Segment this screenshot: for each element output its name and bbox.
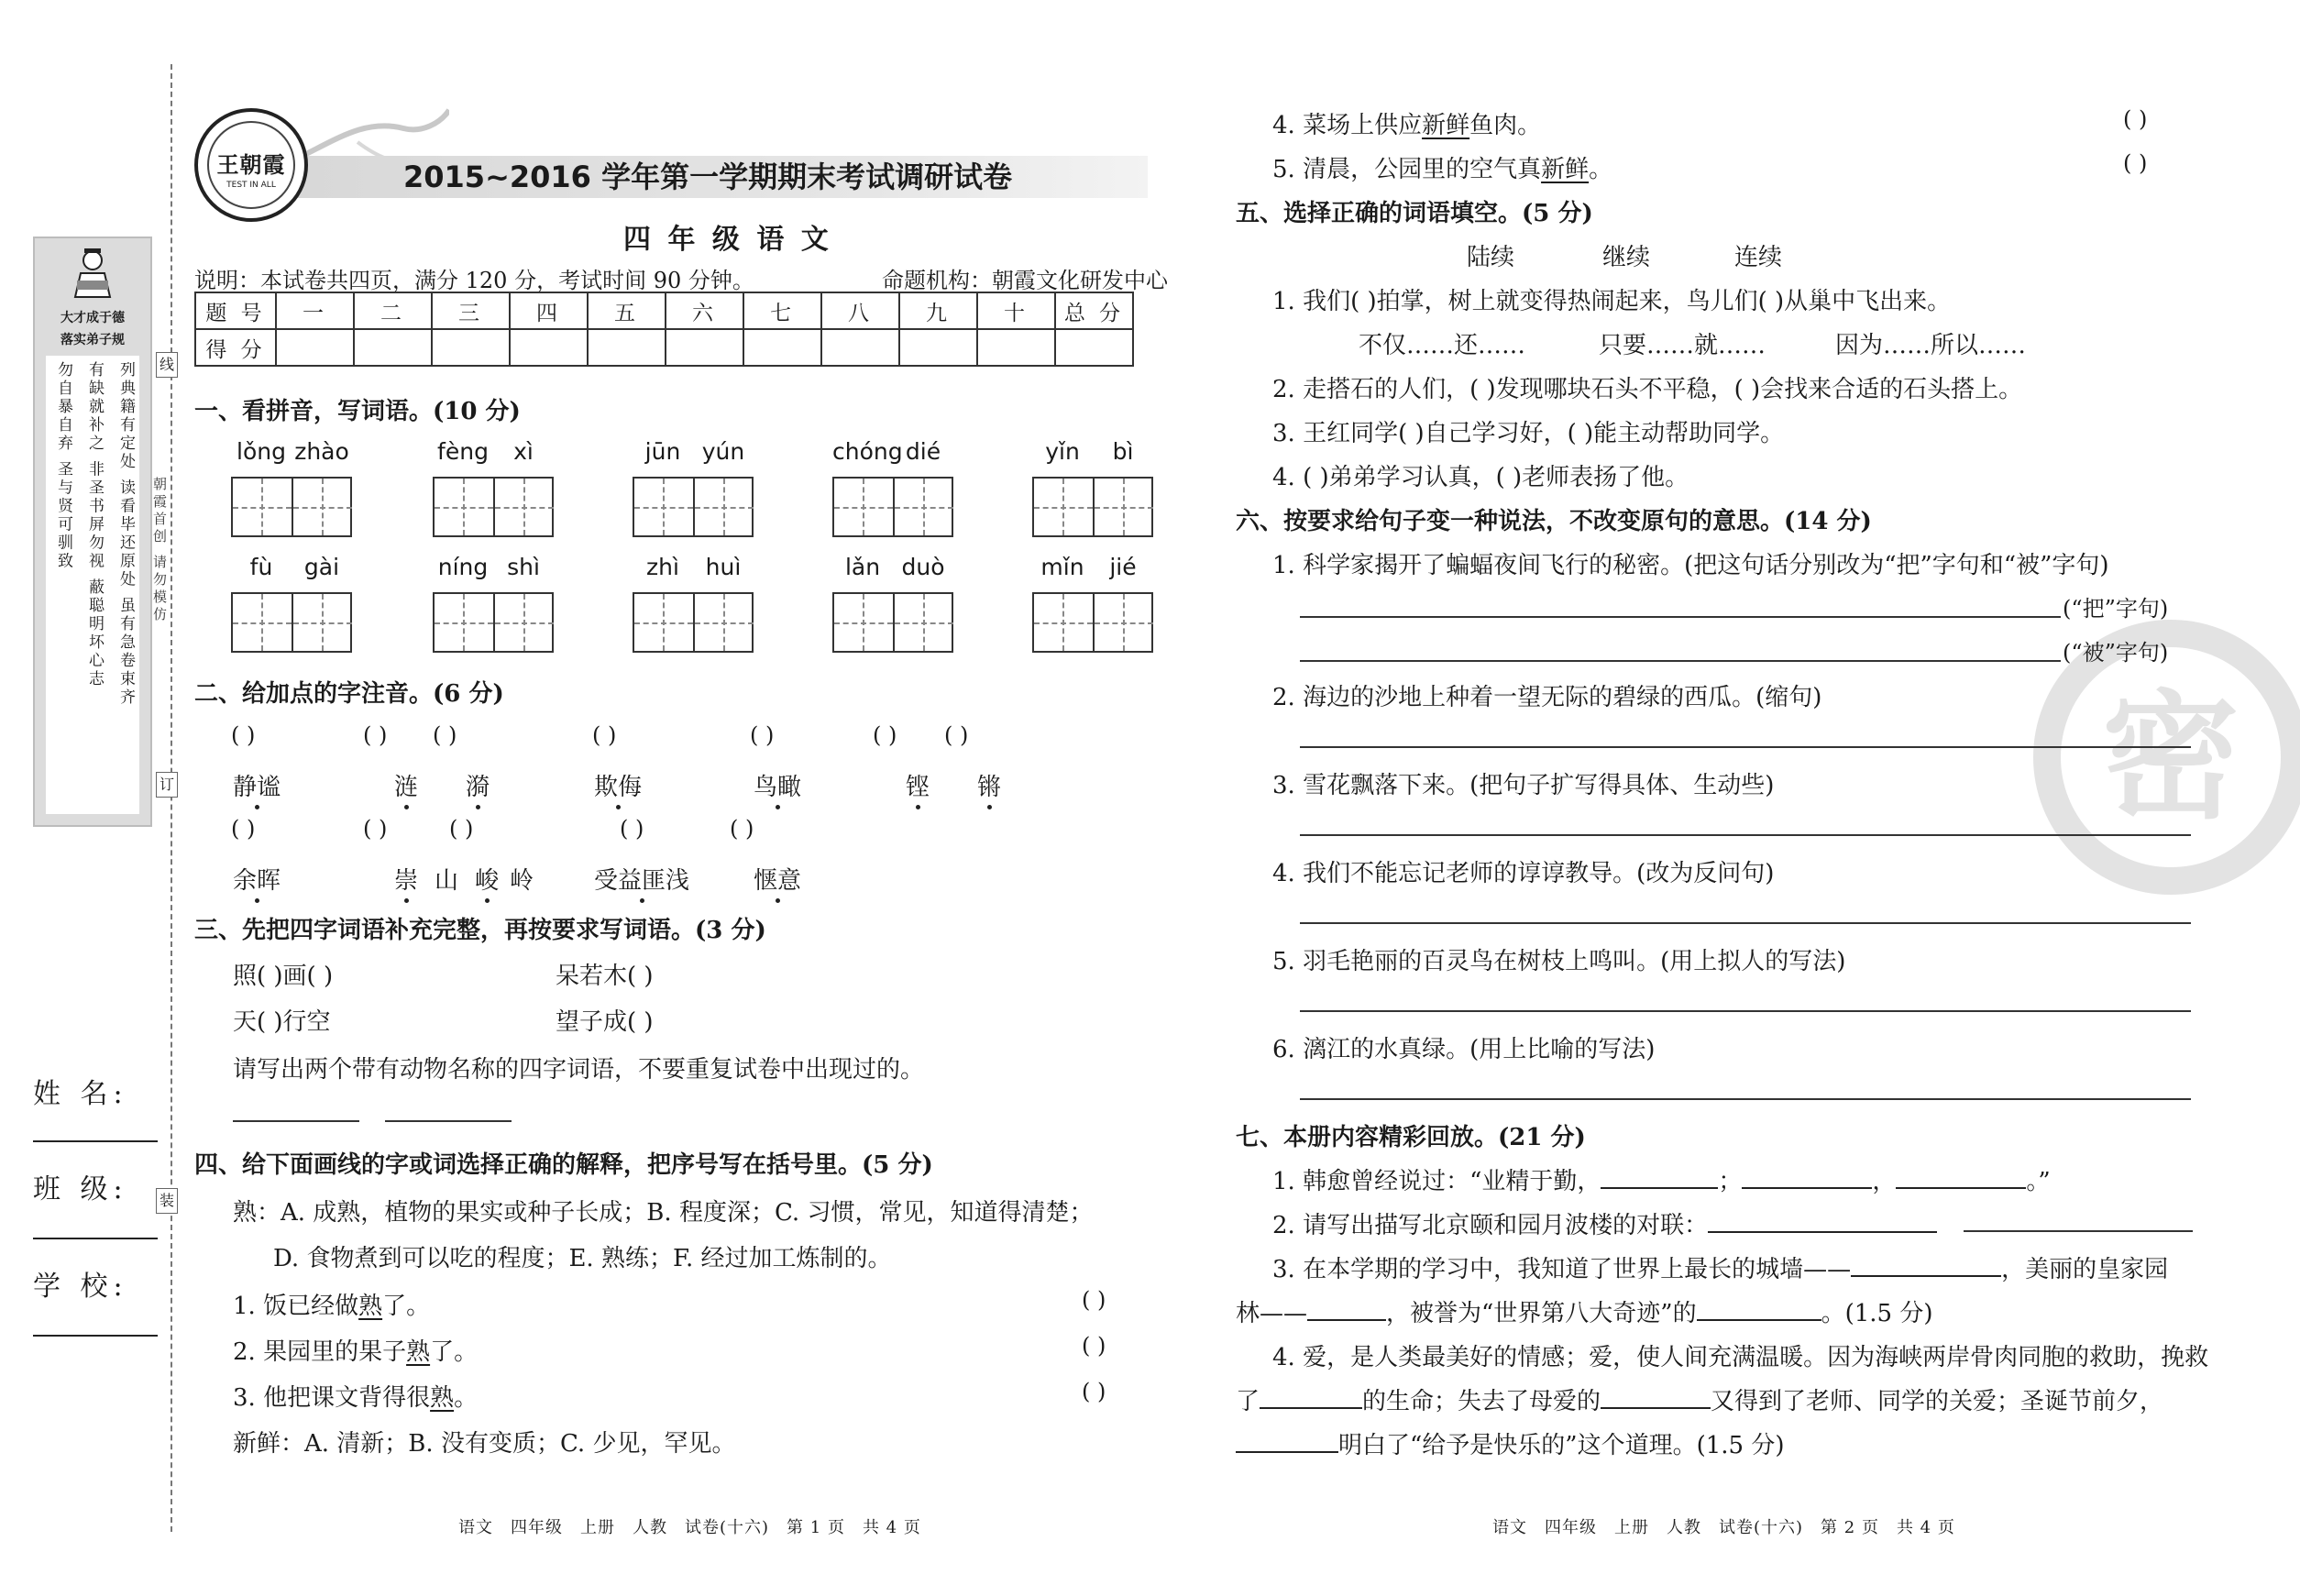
underlined-word: 熟 — [430, 1384, 455, 1412]
q7-item-2: 2. 请写出描写北京颐和园月波楼的对联： — [1272, 1206, 1937, 1240]
score-table-score-row — [195, 329, 1133, 366]
exam-note: 说明：本试卷共四页，满分 120 分，考试时间 90 分钟。 — [194, 268, 754, 293]
writing-grid[interactable] — [433, 592, 554, 653]
word-choice: 只要……就…… — [1599, 332, 1766, 359]
score-cell[interactable] — [588, 329, 666, 366]
fill-blank[interactable] — [1307, 1297, 1386, 1321]
q5-sentence: 4. ( )弟弟学习认真，( )老师表扬了他。 — [1272, 464, 1689, 491]
q5-sentence: 3. 王红同学( )自己学习好，( )能主动帮助同学。 — [1272, 420, 1785, 447]
plain-char: 山 — [435, 867, 459, 895]
score-cell[interactable] — [666, 329, 743, 366]
q3-instruction: 请写出两个带有动物名称的四字词语，不要重复试卷中出现过的。 — [233, 1056, 925, 1084]
pinyin-syllable: dié — [905, 438, 941, 465]
cut-char: 装 — [156, 1188, 178, 1214]
score-cell[interactable] — [977, 329, 1055, 366]
word-choice: 因为……所以…… — [1835, 332, 2027, 359]
pinyin-syllable: zhào — [294, 438, 349, 465]
score-cell[interactable] — [1055, 329, 1133, 366]
answer-paren[interactable]: ( ) — [1082, 1287, 1106, 1313]
dotted-char: 欺侮 — [594, 768, 642, 802]
answer-paren[interactable]: ( ) — [2123, 150, 2148, 176]
class-field[interactable] — [33, 1238, 158, 1239]
q7-item-3-cont: 林—— ，被誉为“世界第八大奇迹”的 。(1.5 分) — [1236, 1294, 1933, 1328]
answer-line[interactable] — [233, 1120, 359, 1122]
side-note: 朝霞首创 请勿模仿 — [151, 477, 168, 624]
score-header-cell: 七 — [743, 292, 821, 329]
answer-paren[interactable]: ( ) — [433, 722, 457, 748]
q6-sentence: 3. 雪花飘落下来。(把句子扩写得具体、生动些) — [1272, 772, 1775, 799]
answer-paren[interactable]: ( ) — [1082, 1379, 1106, 1404]
pinyin-syllable: bì — [1112, 438, 1134, 465]
writing-grid[interactable] — [231, 477, 352, 537]
score-header-cell: 一 — [276, 292, 354, 329]
score-header-cell: 二 — [354, 292, 432, 329]
answer-line[interactable] — [1300, 922, 2191, 924]
q6-sentence: 6. 漓江的水真绿。(用上比喻的写法) — [1272, 1036, 1656, 1063]
writing-grid[interactable] — [231, 592, 352, 653]
underlined-word: 新鲜 — [1422, 112, 1470, 139]
score-header-cell: 八 — [821, 292, 899, 329]
word-choice: 不仅……还…… — [1359, 332, 1526, 359]
score-cell[interactable] — [276, 329, 354, 366]
bei-label: (“被”字句) — [2063, 640, 2169, 666]
q6-sentence: 4. 我们不能忘记老师的谆谆教导。(改为反问句) — [1272, 860, 1775, 887]
answer-paren[interactable]: ( ) — [231, 722, 256, 748]
dotted-char: 锵 — [977, 768, 1001, 802]
sentence-item: 4. 菜场上供应新鲜鱼肉。 — [1272, 112, 1542, 139]
logo-subtext: TEST IN ALL — [226, 181, 276, 190]
q3-title: 三、先把四字词语补充完整，再按要求写词语。(3 分) — [194, 917, 766, 944]
word-choice: 连续 — [1734, 244, 1783, 271]
writing-grid[interactable] — [832, 592, 953, 653]
dotted-word — [394, 768, 418, 802]
definition-shu-line1: 熟：A. 成熟，植物的果实或种子长成；B. 程度深；C. 习惯，常见，知道得清楚； — [233, 1199, 1094, 1227]
score-header-cell: 九 — [899, 292, 977, 329]
answer-paren[interactable]: ( ) — [363, 722, 388, 748]
answer-line[interactable] — [1964, 1230, 2193, 1232]
answer-paren[interactable]: ( ) — [592, 722, 617, 748]
score-header-cell: 六 — [666, 292, 743, 329]
dotted-word — [594, 862, 689, 896]
exam-org: 命题机构：朝霞文化研发中心 — [882, 268, 1168, 293]
dotted-word — [754, 862, 801, 896]
fill-blank[interactable] — [1742, 1165, 1872, 1189]
sentence-item: 2. 果园里的果子熟了。 — [233, 1338, 479, 1366]
answer-paren[interactable]: ( ) — [2123, 106, 2148, 132]
dotted-char: 涟 — [394, 768, 418, 802]
score-header-cell: 三 — [432, 292, 510, 329]
sentence-item: 5. 清晨，公园里的空气真新鲜。 — [1272, 156, 1613, 183]
score-header-cell: 十 — [977, 292, 1055, 329]
pinyin-syllable: shì — [507, 554, 540, 580]
dotted-char: 崇 — [394, 862, 418, 896]
pinyin-syllable: zhì — [646, 554, 679, 580]
score-cell[interactable] — [510, 329, 588, 366]
q5-title: 五、选择正确的词语填空。(5 分) — [1236, 200, 1593, 227]
answer-line[interactable] — [385, 1120, 512, 1122]
dotted-word — [435, 862, 458, 896]
score-cell[interactable] — [432, 329, 510, 366]
answer-line[interactable] — [1300, 660, 2061, 662]
dotted-word — [977, 768, 1001, 802]
dotted-char: 铿 — [906, 768, 930, 802]
q6-sentence: 1. 科学家揭开了蝙蝠夜间飞行的秘密。(把这句话分别改为“把”字句和“被”字句) — [1272, 552, 2109, 579]
sentence-item: 1. 饭已经做熟了。 — [233, 1293, 431, 1320]
score-table-header-row — [195, 292, 1133, 329]
dotted-word — [594, 768, 642, 802]
word-choice: 继续 — [1602, 244, 1651, 271]
dotted-word — [510, 862, 534, 896]
answer-paren[interactable]: ( ) — [363, 816, 388, 842]
cut-char: 线 — [156, 352, 178, 378]
underlined-word: 新鲜 — [1541, 156, 1590, 183]
dotted-char: 静谧 — [233, 768, 281, 802]
answer-paren[interactable]: ( ) — [449, 816, 474, 842]
dotted-word — [906, 768, 930, 802]
word-choice: 陆续 — [1467, 244, 1515, 271]
plain-char: 岭 — [510, 867, 534, 895]
score-header-cell: 四 — [510, 292, 588, 329]
motto-column: 勿自暴自弃 圣与贤可驯致 — [54, 361, 72, 571]
idiom-item: 照( )画( ) — [233, 963, 334, 990]
pinyin-syllable: yǐn — [1045, 438, 1080, 465]
logo-text: 王朝霞 — [216, 152, 286, 178]
writing-grid[interactable] — [633, 592, 754, 653]
writing-grid[interactable] — [1032, 592, 1153, 653]
dotted-word — [233, 768, 281, 802]
motto-top: 大才成于德 — [61, 311, 125, 325]
name-field[interactable] — [33, 1140, 158, 1142]
pinyin-syllable: duò — [901, 554, 945, 580]
idiom-item: 呆若木( ) — [556, 963, 654, 990]
score-cell[interactable] — [354, 329, 432, 366]
score-header-cell: 总 分 — [1055, 292, 1133, 329]
answer-paren[interactable]: ( ) — [231, 816, 256, 842]
dotted-char: 受益匪浅 — [594, 862, 689, 896]
writing-grid[interactable] — [433, 477, 554, 537]
answer-line[interactable] — [1300, 1010, 2191, 1012]
q7-item-3: 3. 在本学期的学习中，我知道了世界上最长的城墙—— ，美丽的皇家园 — [1272, 1250, 2168, 1284]
pinyin-syllable: gài — [303, 554, 340, 580]
school-field[interactable] — [33, 1335, 158, 1337]
answer-line[interactable] — [1300, 616, 2061, 618]
sentence-item: 3. 他把课文背得很熟。 — [233, 1384, 479, 1412]
class-label: 班 级: — [33, 1173, 128, 1205]
motto-panel — [33, 237, 152, 827]
fill-blank[interactable] — [1260, 1385, 1362, 1409]
binding-cut-line — [171, 64, 172, 1532]
fill-blank[interactable] — [1601, 1385, 1711, 1409]
fill-blank[interactable] — [1236, 1429, 1338, 1453]
writing-grid[interactable] — [832, 477, 953, 537]
q7-item-4-end: 明白了“给予是快乐的”这个道理。(1.5 分) — [1236, 1426, 1785, 1460]
page2-footer: 语文 四年级 上册 人教 试卷(十六) 第 2 页 共 4 页 — [1492, 1518, 1955, 1537]
q5-sentence: 1. 我们( )拍掌，树上就变得热闹起来，鸟儿们( )从巢中飞出来。 — [1272, 288, 1952, 315]
pinyin-syllable: jié — [1109, 554, 1137, 580]
subject-title: 四 年 级 语 文 — [623, 224, 832, 256]
score-cell[interactable] — [821, 329, 899, 366]
dotted-word — [394, 862, 418, 896]
dotted-char: 惬意 — [754, 862, 801, 896]
school-label: 学 校: — [33, 1271, 128, 1303]
pinyin-syllable: huì — [705, 554, 742, 580]
dotted-word — [233, 862, 281, 896]
pinyin-syllable: yún — [701, 438, 745, 465]
pinyin-syllable: chóng — [832, 438, 903, 465]
q6-sentence: 2. 海边的沙地上种着一望无际的碧绿的西瓜。(缩句) — [1272, 684, 1822, 711]
definition-xinxian: 新鲜：A. 清新；B. 没有变质；C. 少见，罕见。 — [233, 1430, 736, 1458]
publisher-logo — [194, 108, 308, 222]
motto-columns — [46, 356, 139, 814]
fill-blank[interactable] — [1708, 1209, 1937, 1233]
definition-shu-line2: D. 食物煮到可以吃的程度；E. 熟练；F. 经过加工炼制的。 — [273, 1245, 892, 1272]
writing-grid[interactable] — [1032, 477, 1153, 537]
dotted-word — [754, 768, 801, 802]
motto-column: 有缺就补之 非圣书屏勿视 蔽聪明坏心志 — [85, 361, 104, 688]
fill-blank[interactable] — [1697, 1297, 1821, 1321]
dotted-word — [466, 768, 490, 802]
pinyin-syllable: níng — [437, 554, 489, 580]
q7-item-4-cont: 了 的生命；失去了母爱的 又得到了老师、同学的关爱；圣诞节前夕， — [1236, 1382, 2163, 1416]
score-header-cell: 五 — [588, 292, 666, 329]
score-table — [194, 292, 1134, 367]
scholar-figure-icon — [62, 244, 123, 304]
answer-paren[interactable]: ( ) — [750, 722, 775, 748]
underlined-word: 熟 — [358, 1293, 383, 1320]
dotted-char: 漪 — [466, 768, 490, 802]
q2-title: 二、给加点的字注音。(6 分) — [194, 680, 504, 708]
q4-title: 四、给下面画线的字或词选择正确的解释，把序号写在括号里。(5 分) — [194, 1151, 933, 1179]
pinyin-syllable: fèng — [437, 438, 489, 465]
page1-footer: 语文 四年级 上册 人教 试卷(十六) 第 1 页 共 4 页 — [458, 1518, 921, 1537]
cut-char: 订 — [156, 772, 178, 798]
q7-item-1: 1. 韩愈曾经说过：“业精于勤， ； ， 。” — [1272, 1162, 2051, 1196]
score-row-label: 得 分 — [195, 329, 276, 366]
dotted-char: 鸟瞰 — [754, 768, 801, 802]
fill-blank[interactable] — [1601, 1165, 1718, 1189]
underlined-word: 熟 — [406, 1338, 431, 1366]
idiom-item: 望子成( ) — [556, 1008, 654, 1036]
pinyin-syllable: fù — [249, 554, 273, 580]
q7-item-4: 4. 爱，是人类最美好的情感；爱，使人间充满温暖。因为海峡两岸骨肉同胞的救助，挽救 — [1272, 1344, 2209, 1371]
q1-title: 一、看拼音，写词语。(10 分) — [194, 398, 521, 425]
answer-paren[interactable]: ( ) — [730, 816, 754, 842]
answer-paren[interactable]: ( ) — [1082, 1333, 1106, 1359]
pinyin-syllable: jūn — [644, 438, 681, 465]
score-header-cell: 题 号 — [195, 292, 276, 329]
pinyin-syllable: lǒng — [237, 438, 286, 465]
name-label: 姓 名: — [33, 1078, 128, 1110]
answer-paren[interactable]: ( ) — [620, 816, 644, 842]
score-cell[interactable] — [743, 329, 821, 366]
confidential-watermark: 密 — [2033, 620, 2300, 895]
fill-blank[interactable] — [1851, 1253, 2001, 1277]
q7-title: 七、本册内容精彩回放。(21 分) — [1236, 1124, 1586, 1151]
answer-line[interactable] — [1300, 746, 2191, 748]
q6-title: 六、按要求给句子变一种说法，不改变原句的意思。(14 分) — [1236, 508, 1872, 535]
dotted-word — [475, 862, 499, 896]
dotted-char: 峻 — [475, 862, 499, 896]
idiom-item: 天( )行空 — [233, 1008, 331, 1036]
writing-grid[interactable] — [633, 477, 754, 537]
pinyin-syllable: xì — [513, 438, 534, 465]
answer-line[interactable] — [1300, 1098, 2191, 1100]
motto-column: 列典籍有定处 读看毕还原处 虽有急卷束齐 — [116, 361, 135, 707]
exam-title: 2015~2016 学年第一学期期末考试调研试卷 — [403, 160, 1013, 194]
motto-bottom: 落实弟子规 — [61, 333, 125, 347]
score-cell[interactable] — [899, 329, 977, 366]
pinyin-syllable: mǐn — [1040, 554, 1084, 580]
q5-sentence: 2. 走搭石的人们，( )发现哪块石头不平稳，( )会找来合适的石头搭上。 — [1272, 376, 2023, 403]
fill-blank[interactable] — [1896, 1165, 2026, 1189]
pinyin-syllable: lǎn — [844, 554, 881, 580]
logo-emblem — [207, 121, 295, 209]
answer-paren[interactable]: ( ) — [873, 722, 897, 748]
answer-paren[interactable]: ( ) — [944, 722, 969, 748]
q6-sentence: 5. 羽毛艳丽的百灵鸟在树枝上鸣叫。(用上拟人的写法) — [1272, 948, 1846, 975]
ba-label: (“把”字句) — [2063, 596, 2169, 622]
answer-line[interactable] — [1300, 834, 2191, 836]
dotted-char: 余晖 — [233, 862, 281, 896]
